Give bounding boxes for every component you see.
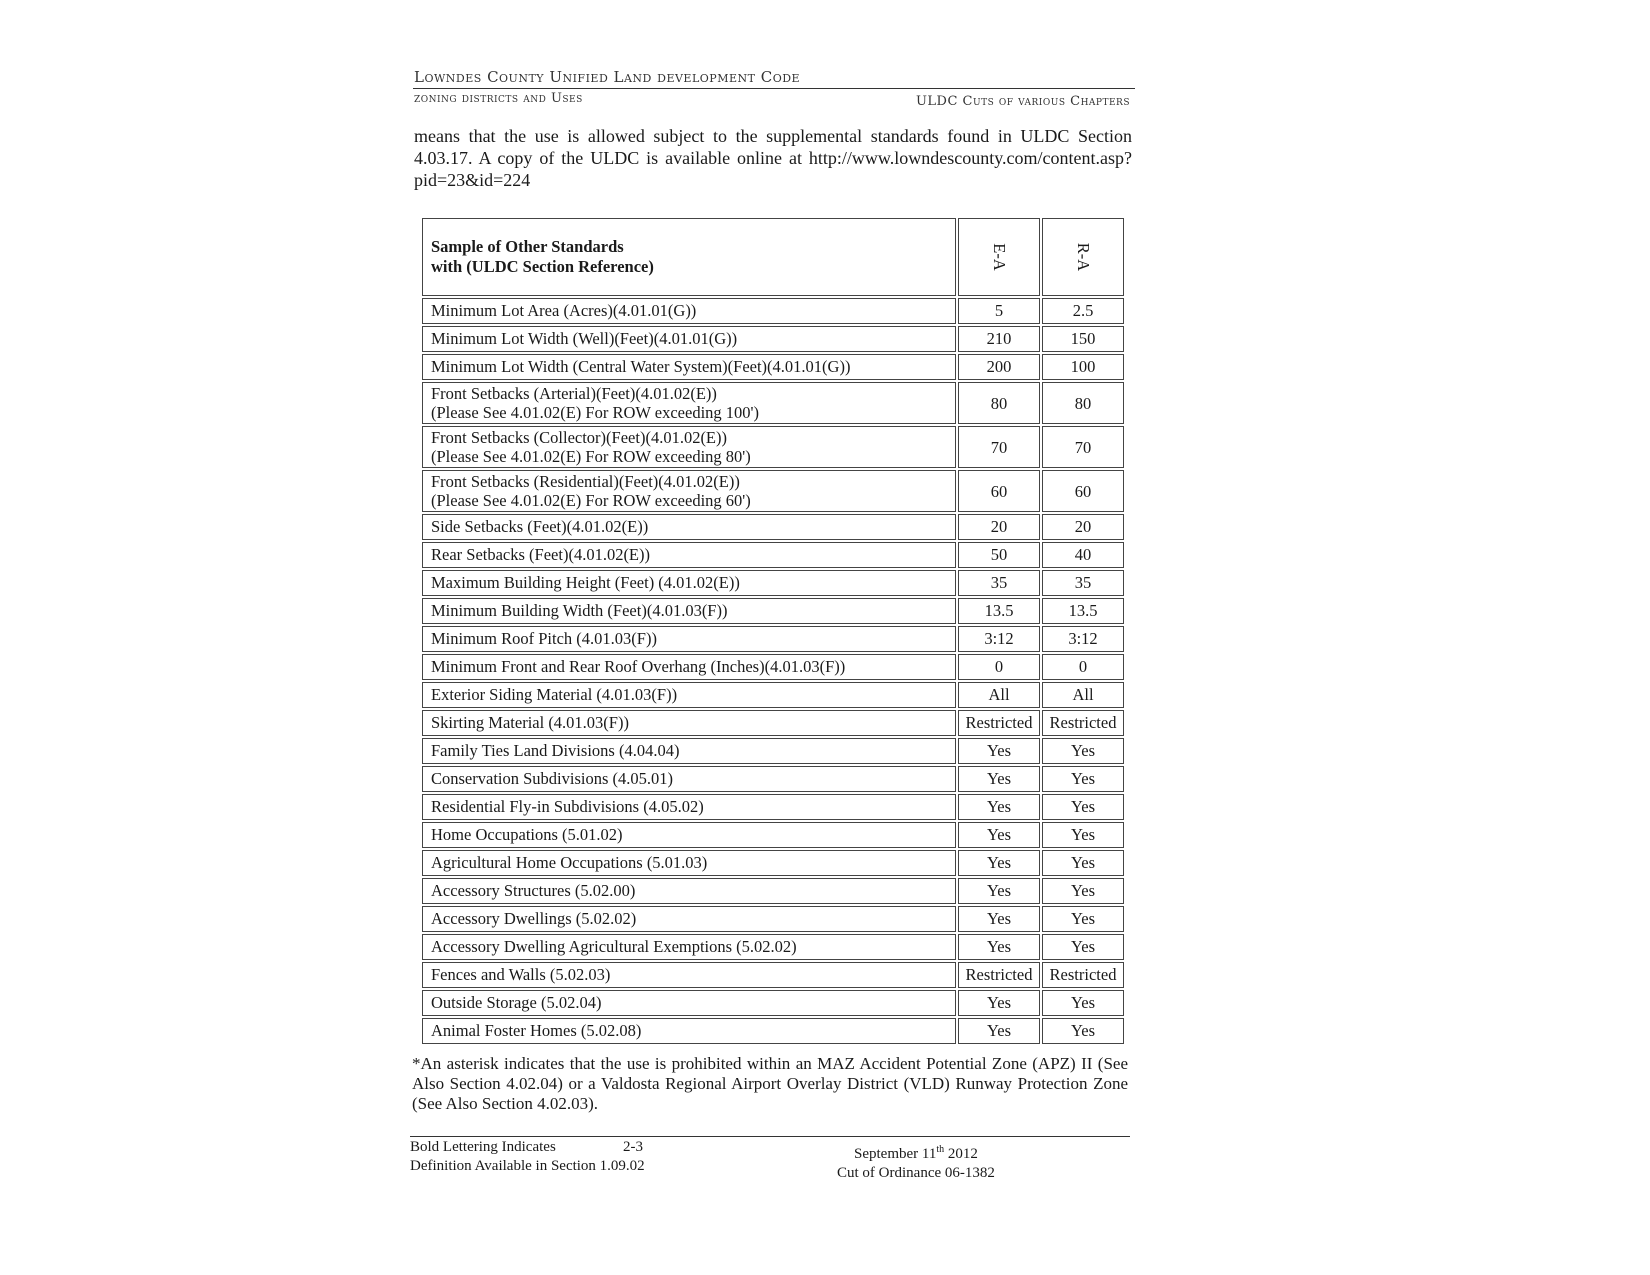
- table-row: [422, 990, 1124, 1016]
- row-label-text: Minimum Building Width (Feet)(4.01.03(F)): [431, 601, 728, 620]
- value-ea: 80: [958, 382, 1040, 424]
- value-ra: Yes: [1042, 850, 1124, 876]
- row-label: [422, 766, 956, 792]
- date-text: September 11: [854, 1146, 937, 1162]
- table-row: [422, 298, 1124, 324]
- table-row: [422, 794, 1124, 820]
- row-label-text: Minimum Lot Width (Central Water System)(Feet)(4.01.01(G)): [431, 357, 851, 376]
- row-label: [422, 738, 956, 764]
- row-label: [422, 598, 956, 624]
- row-label: [422, 822, 956, 848]
- table-row: [422, 906, 1124, 932]
- row-label: [422, 934, 956, 960]
- value-ea: 20: [958, 514, 1040, 540]
- value-ra: 70: [1042, 426, 1124, 468]
- value-ea: Yes: [958, 766, 1040, 792]
- row-label: [422, 470, 956, 512]
- table-row: [422, 598, 1124, 624]
- value-ra: 0: [1042, 654, 1124, 680]
- value-ra: All: [1042, 682, 1124, 708]
- column-ra-label: R-A: [1073, 242, 1093, 272]
- value-ra: Restricted: [1042, 962, 1124, 988]
- row-label-text: Side Setbacks (Feet)(4.01.02(E)): [431, 517, 649, 536]
- row-label: [422, 626, 956, 652]
- value-ea: Yes: [958, 822, 1040, 848]
- row-label-note: (Please See 4.01.02(E) For ROW exceeding 60'): [431, 491, 751, 510]
- header-line-1: Sample of Other Standards: [431, 237, 624, 256]
- date-year: 2012: [944, 1146, 978, 1162]
- intro-text: means that the use is allowed subject to the supplemental standards found in ULDC Section 4.03.17. A copy of the ULDC is available online at: [414, 126, 1132, 168]
- value-ra: Yes: [1042, 794, 1124, 820]
- row-label-text: Accessory Structures (5.02.00): [431, 881, 636, 900]
- value-ea: Yes: [958, 934, 1040, 960]
- standards-table: [420, 216, 1126, 1046]
- value-ra: Yes: [1042, 822, 1124, 848]
- row-label: [422, 878, 956, 904]
- footer-ordinance: Cut of Ordinance 06-1382: [837, 1165, 995, 1181]
- row-label-text: Front Setbacks (Arterial)(Feet)(4.01.02(E)): [431, 384, 717, 403]
- row-label: [422, 354, 956, 380]
- row-label-text: Skirting Material (4.01.03(F)): [431, 713, 629, 732]
- table-row: [422, 514, 1124, 540]
- table-row: [422, 626, 1124, 652]
- intro-paragraph: [414, 125, 1132, 191]
- value-ra: 150: [1042, 326, 1124, 352]
- row-label: [422, 326, 956, 352]
- row-label-text: Conservation Subdivisions (4.05.01): [431, 769, 673, 788]
- row-label-text: Agricultural Home Occupations (5.01.03): [431, 853, 708, 872]
- row-label-text: Family Ties Land Divisions (4.04.04): [431, 741, 680, 760]
- value-ra: Yes: [1042, 934, 1124, 960]
- row-label: [422, 542, 956, 568]
- row-label: [422, 382, 956, 424]
- row-label: [422, 710, 956, 736]
- table-row: [422, 878, 1124, 904]
- table-row: [422, 542, 1124, 568]
- date-suffix: th: [936, 1144, 945, 1155]
- value-ra: Restricted: [1042, 710, 1124, 736]
- value-ra: 35: [1042, 570, 1124, 596]
- value-ra: 3:12: [1042, 626, 1124, 652]
- row-label-text: Rear Setbacks (Feet)(4.01.02(E)): [431, 545, 651, 564]
- value-ea: 0: [958, 654, 1040, 680]
- footer-rule: [410, 1136, 1130, 1137]
- table-row: [422, 354, 1124, 380]
- row-label: [422, 514, 956, 540]
- value-ra: Yes: [1042, 906, 1124, 932]
- table-row: [422, 570, 1124, 596]
- value-ea: All: [958, 682, 1040, 708]
- running-header-title: Lowndes County Unified Land development Code: [414, 68, 801, 86]
- running-header-section: zoning districts and Uses: [414, 91, 583, 106]
- table-row: [422, 382, 1124, 424]
- header-label: [422, 218, 956, 296]
- row-label: [422, 962, 956, 988]
- value-ea: Yes: [958, 878, 1040, 904]
- row-label: [422, 298, 956, 324]
- value-ea: Yes: [958, 990, 1040, 1016]
- value-ea: 200: [958, 354, 1040, 380]
- table-row: [422, 426, 1124, 468]
- header-rule: [413, 88, 1135, 89]
- value-ea: 50: [958, 542, 1040, 568]
- value-ea: 5: [958, 298, 1040, 324]
- table-row: [422, 1018, 1124, 1044]
- row-label-text: Maximum Building Height (Feet) (4.01.02(E)): [431, 573, 740, 592]
- header-line-2: with (ULDC Section Reference): [431, 257, 654, 276]
- row-label-text: Front Setbacks (Collector)(Feet)(4.01.02(E)): [431, 428, 728, 447]
- column-header-ra: [1042, 218, 1124, 296]
- row-label: [422, 1018, 956, 1044]
- value-ra: Yes: [1042, 738, 1124, 764]
- value-ea: 35: [958, 570, 1040, 596]
- table-row: [422, 710, 1124, 736]
- value-ea: Yes: [958, 850, 1040, 876]
- footer-left-line-1: Bold Lettering Indicates: [410, 1139, 556, 1155]
- table-row: [422, 766, 1124, 792]
- table-row: [422, 682, 1124, 708]
- value-ra: Yes: [1042, 1018, 1124, 1044]
- column-ea-label: E-A: [990, 243, 1009, 271]
- uldc-link[interactable]: http://www.lowndescounty.com/content.asp?pid=23&id=224: [414, 148, 1133, 190]
- page-number: 2-3: [623, 1139, 643, 1155]
- value-ra: 20: [1042, 514, 1124, 540]
- row-label: [422, 426, 956, 468]
- value-ra: Yes: [1042, 766, 1124, 792]
- value-ra: 60: [1042, 470, 1124, 512]
- table-row: [422, 934, 1124, 960]
- value-ea: 210: [958, 326, 1040, 352]
- table-row: [422, 962, 1124, 988]
- row-label-text: Exterior Siding Material (4.01.03(F)): [431, 685, 678, 704]
- row-label-text: Accessory Dwellings (5.02.02): [431, 909, 637, 928]
- row-label: [422, 682, 956, 708]
- value-ea: 13.5: [958, 598, 1040, 624]
- row-label-text: Accessory Dwelling Agricultural Exemptions (5.02.02): [431, 937, 797, 956]
- row-label-text: Minimum Lot Area (Acres)(4.01.01(G)): [431, 301, 697, 320]
- row-label-text: Front Setbacks (Residential)(Feet)(4.01.02(E)): [431, 472, 740, 491]
- value-ea: Yes: [958, 1018, 1040, 1044]
- value-ea: 60: [958, 470, 1040, 512]
- row-label-text: Minimum Roof Pitch (4.01.03(F)): [431, 629, 657, 648]
- row-label-note: (Please See 4.01.02(E) For ROW exceeding 80'): [431, 447, 751, 466]
- row-label: [422, 850, 956, 876]
- column-header-ea: [958, 218, 1040, 296]
- running-header-right: ULDC Cuts of various Chapters: [915, 94, 1130, 109]
- value-ea: 70: [958, 426, 1040, 468]
- row-label-text: Fences and Walls (5.02.03): [431, 965, 611, 984]
- value-ra: Yes: [1042, 990, 1124, 1016]
- footer-left: [410, 1138, 645, 1176]
- row-label: [422, 570, 956, 596]
- table-row: [422, 850, 1124, 876]
- row-label: [422, 654, 956, 680]
- value-ea: Yes: [958, 906, 1040, 932]
- table-row: [422, 326, 1124, 352]
- value-ra: 40: [1042, 542, 1124, 568]
- asterisk-note: *An asterisk indicates that the use is prohibited within an MAZ Accident Potential Zone (APZ) II (See Also Section 4.02.04) or a Valdosta Regional Airport Overlay District (VLD) Runway Protection Zone (See Also Section 4.02.03).: [412, 1054, 1128, 1113]
- footer-right: [837, 1140, 995, 1183]
- footer-date: [837, 1140, 995, 1164]
- value-ra: 80: [1042, 382, 1124, 424]
- row-label-text: Residential Fly-in Subdivisions (4.05.02): [431, 797, 704, 816]
- table-row: [422, 822, 1124, 848]
- value-ea: 3:12: [958, 626, 1040, 652]
- row-label: [422, 794, 956, 820]
- table-row: [422, 470, 1124, 512]
- row-label-text: Minimum Lot Width (Well)(Feet)(4.01.01(G)): [431, 329, 738, 348]
- row-label-text: Animal Foster Homes (5.02.08): [431, 1021, 642, 1040]
- row-label-text: Outside Storage (5.02.04): [431, 993, 602, 1012]
- value-ra: 2.5: [1042, 298, 1124, 324]
- value-ea: Restricted: [958, 962, 1040, 988]
- footer-left-line-2: Definition Available in Section 1.09.02: [410, 1158, 645, 1174]
- table-row: [422, 738, 1124, 764]
- value-ra: Yes: [1042, 878, 1124, 904]
- value-ea: Restricted: [958, 710, 1040, 736]
- row-label: [422, 990, 956, 1016]
- row-label-text: Minimum Front and Rear Roof Overhang (Inches)(4.01.03(F)): [431, 657, 846, 676]
- row-label-note: (Please See 4.01.02(E) For ROW exceeding 100'): [431, 403, 760, 422]
- value-ea: Yes: [958, 794, 1040, 820]
- table-row: [422, 654, 1124, 680]
- row-label: [422, 906, 956, 932]
- value-ra: 100: [1042, 354, 1124, 380]
- row-label-text: Home Occupations (5.01.02): [431, 825, 623, 844]
- value-ra: 13.5: [1042, 598, 1124, 624]
- value-ea: Yes: [958, 738, 1040, 764]
- table-header-row: [422, 218, 1124, 296]
